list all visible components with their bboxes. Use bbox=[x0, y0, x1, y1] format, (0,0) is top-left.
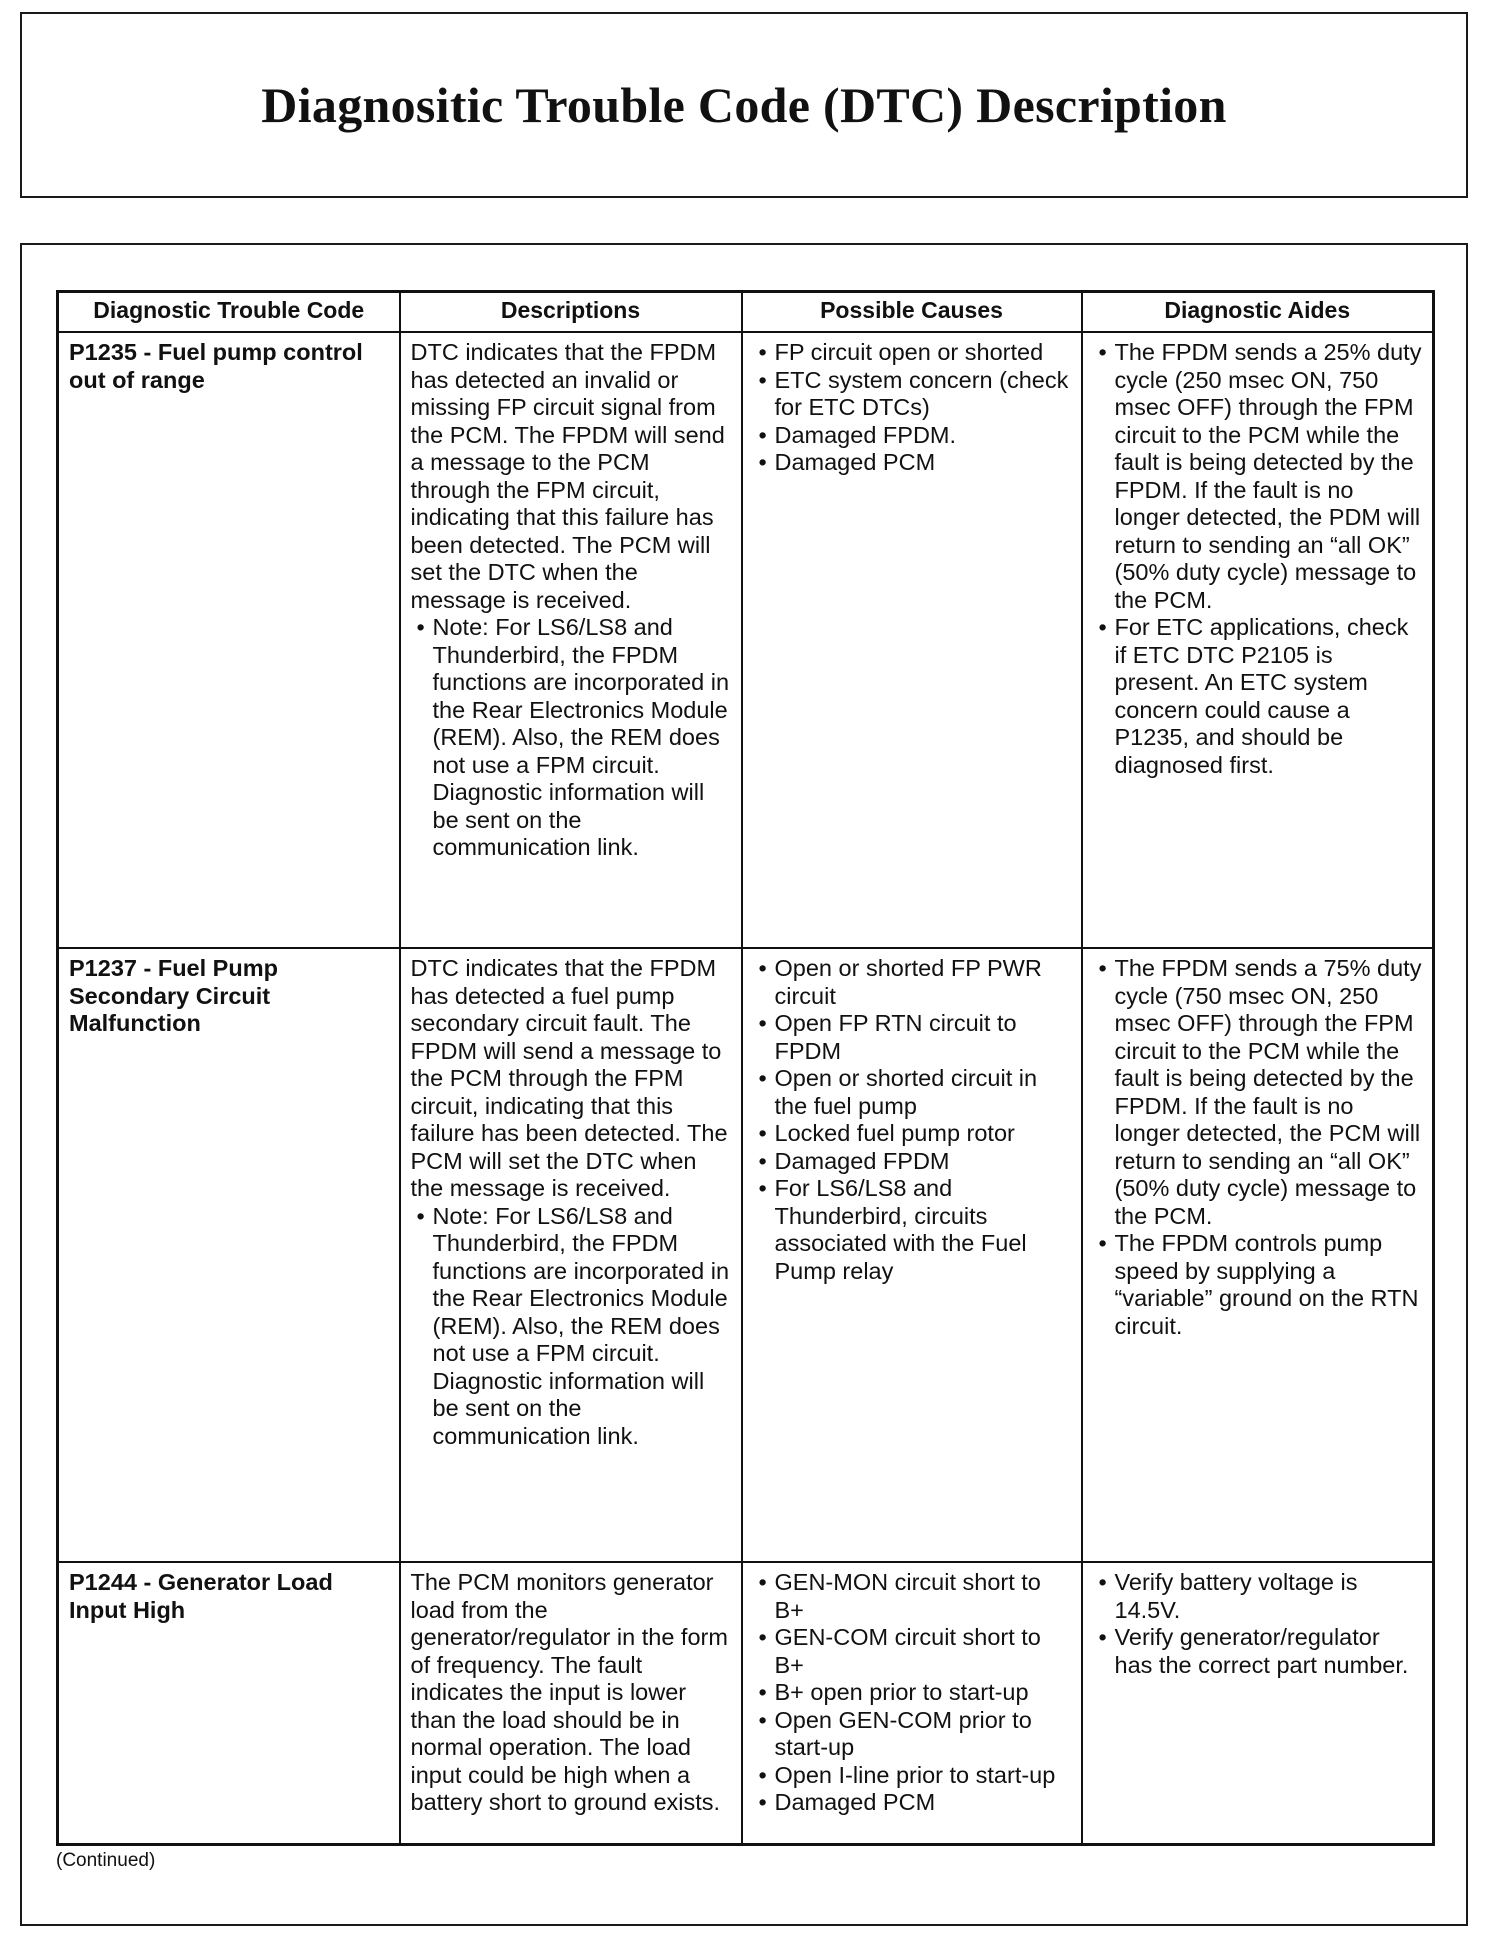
possible-causes-list bbox=[753, 955, 1073, 1285]
list-item: • Open or shorted circuit in the fuel pump bbox=[753, 1065, 1073, 1120]
list-item: • Damaged FPDM. bbox=[753, 422, 1073, 450]
dtc-code-cell: P1244 - Generator Load Input High bbox=[58, 1562, 400, 1844]
possible-causes-cell bbox=[742, 1562, 1082, 1844]
description-note-list bbox=[411, 1203, 733, 1451]
list-item: • Damaged FPDM bbox=[753, 1148, 1073, 1176]
list-item: • For LS6/LS8 and Thunderbird, circuits associated with the Fuel Pump relay bbox=[753, 1175, 1073, 1285]
description-cell bbox=[400, 948, 742, 1562]
possible-causes-cell bbox=[742, 948, 1082, 1562]
column-header-descriptions: Descriptions bbox=[400, 292, 742, 333]
list-item: • The FPDM sends a 75% duty cycle (750 msec ON, 250 msec OFF) through the FPM circuit to the PCM while the fault is being detected by the FPDM. If the fault is no longer detected, the PCM will return to sending an “all OK” (50% duty cycle) message to the PCM. bbox=[1093, 955, 1425, 1230]
diagnostic-aides-list bbox=[1093, 339, 1425, 779]
description-note: • Note: For LS6/LS8 and Thunderbird, the FPDM functions are incorporated in the Rear Electronics Module (REM). Also, the REM does not use a FPM circuit. Diagnostic information will be sent on the communication link. bbox=[411, 614, 733, 862]
page-title: Diagnositic Trouble Code (DTC) Description bbox=[261, 77, 1227, 133]
list-item: • The FPDM controls pump speed by supplying a “variable” ground on the RTN circuit. bbox=[1093, 1230, 1425, 1340]
list-item: • GEN-COM circuit short to B+ bbox=[753, 1624, 1073, 1679]
diagnostic-aides-cell bbox=[1082, 948, 1434, 1562]
diagnostic-aides-cell bbox=[1082, 332, 1434, 948]
list-item: • Damaged PCM bbox=[753, 449, 1073, 477]
description-note-list bbox=[411, 614, 733, 862]
description-note: • Note: For LS6/LS8 and Thunderbird, the FPDM functions are incorporated in the Rear Electronics Module (REM). Also, the REM does not use a FPM circuit. Diagnostic information will be sent on the communication link. bbox=[411, 1203, 733, 1451]
dtc-code-cell: P1237 - Fuel Pump Secondary Circuit Malfunction bbox=[58, 948, 400, 1562]
table-row bbox=[58, 1562, 1434, 1844]
description-cell bbox=[400, 1562, 742, 1844]
list-item: • For ETC applications, check if ETC DTC P2105 is present. An ETC system concern could cause a P1235, and should be diagnosed first. bbox=[1093, 614, 1425, 779]
column-header-possible-causes: Possible Causes bbox=[742, 292, 1082, 333]
table-row bbox=[58, 948, 1434, 1562]
list-item: • GEN-MON circuit short to B+ bbox=[753, 1569, 1073, 1624]
list-item: • Verify generator/regulator has the correct part number. bbox=[1093, 1624, 1425, 1679]
list-item: • Open I-line prior to start-up bbox=[753, 1762, 1073, 1790]
dtc-code-cell: P1235 - Fuel pump control out of range bbox=[58, 332, 400, 948]
content-frame bbox=[20, 243, 1468, 1926]
diagnostic-aides-cell bbox=[1082, 1562, 1434, 1844]
diagnostic-aides-list bbox=[1093, 1569, 1425, 1679]
list-item: • Open GEN-COM prior to start-up bbox=[753, 1707, 1073, 1762]
list-item: • ETC system concern (check for ETC DTCs) bbox=[753, 367, 1073, 422]
dtc-table bbox=[56, 290, 1435, 1846]
description-text: DTC indicates that the FPDM has detected a fuel pump secondary circuit fault. The FPDM will send a message to the PCM through the FPM circuit, indicating that this failure has been detected. The PCM will set the DTC when the message is received. bbox=[410, 955, 728, 1201]
list-item: • Verify battery voltage is 14.5V. bbox=[1093, 1569, 1425, 1624]
list-item: • The FPDM sends a 25% duty cycle (250 msec ON, 750 msec OFF) through the FPM circuit to the PCM while the fault is being detected by the FPDM. If the fault is no longer detected, the PDM will return to sending an “all OK” (50% duty cycle) message to the PCM. bbox=[1093, 339, 1425, 614]
description-text: DTC indicates that the FPDM has detected an invalid or missing FP circuit signal from the PCM. The FPDM will send a message to the PCM through the FPM circuit, indicating that this failure has been detected. The PCM will set the DTC when the message is received. bbox=[410, 339, 725, 613]
possible-causes-list bbox=[753, 1569, 1073, 1817]
column-header-code: Diagnostic Trouble Code bbox=[58, 292, 400, 333]
list-item: • Damaged PCM bbox=[753, 1789, 1073, 1817]
list-item: • B+ open prior to start-up bbox=[753, 1679, 1073, 1707]
list-item: • Open or shorted FP PWR circuit bbox=[753, 955, 1073, 1010]
description-text: The PCM monitors generator load from the generator/regulator in the form of frequency. The fault indicates the input is lower than the load should be in normal operation. The load input could be high when a battery short to ground exists. bbox=[410, 1569, 728, 1815]
possible-causes-cell bbox=[742, 332, 1082, 948]
possible-causes-list bbox=[753, 339, 1073, 477]
list-item: • Locked fuel pump rotor bbox=[753, 1120, 1073, 1148]
description-cell bbox=[400, 332, 742, 948]
table-row bbox=[58, 332, 1434, 948]
table-header-row bbox=[58, 292, 1434, 333]
continued-note: (Continued) bbox=[56, 1850, 156, 1871]
title-box bbox=[20, 12, 1468, 198]
list-item: • FP circuit open or shorted bbox=[753, 339, 1073, 367]
column-header-diagnostic-aides: Diagnostic Aides bbox=[1082, 292, 1434, 333]
list-item: • Open FP RTN circuit to FPDM bbox=[753, 1010, 1073, 1065]
diagnostic-aides-list bbox=[1093, 955, 1425, 1340]
